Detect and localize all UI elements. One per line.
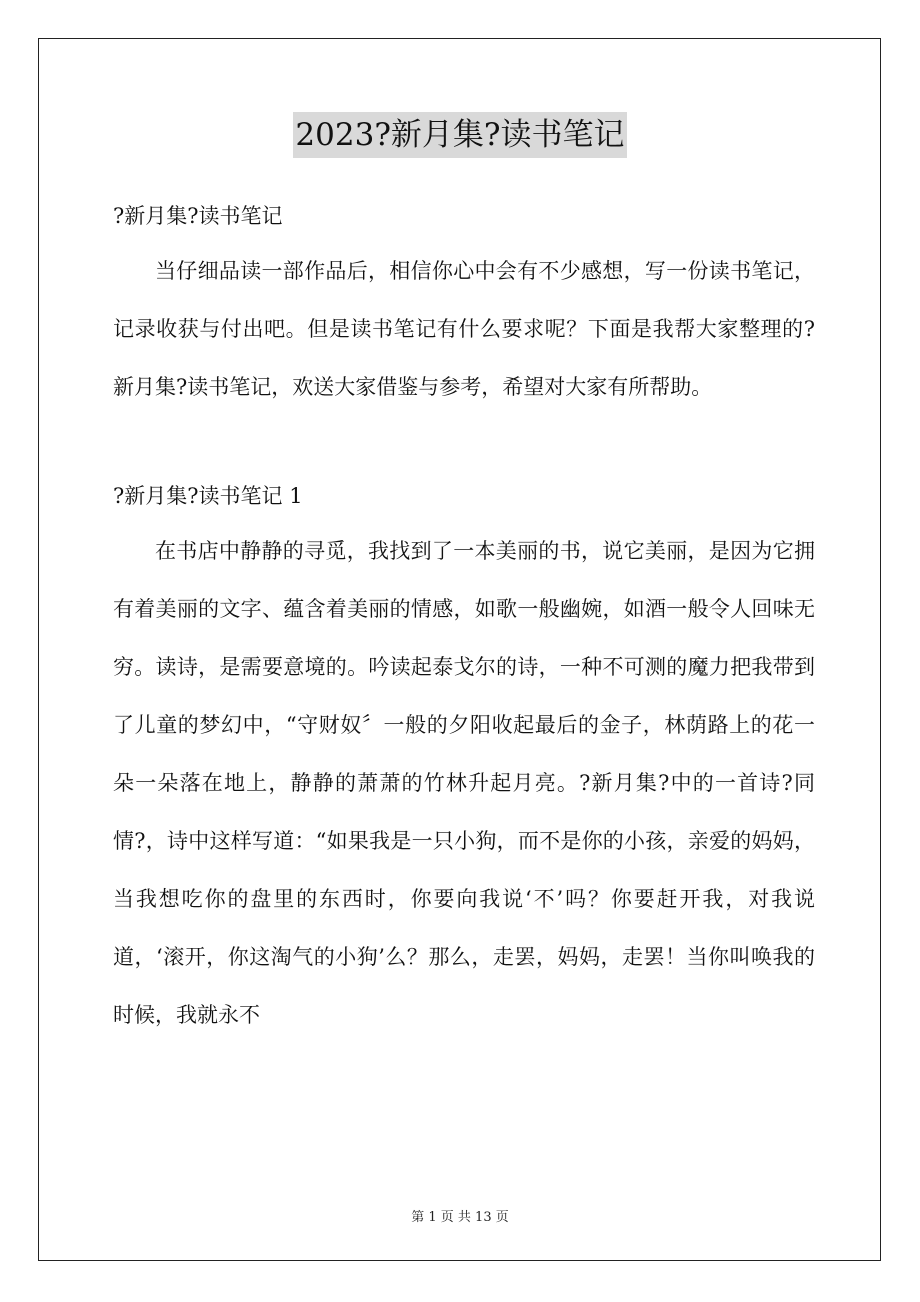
document-title: 2023?新月集?读书笔记 bbox=[293, 112, 626, 158]
page-footer: 第 1 页 共 13 页 bbox=[411, 1210, 509, 1225]
intro-paragraph: 当仔细品读一部作品后，相信你心中会有不少感想，写一份读书笔记，记录收获与付出吧。但是读书笔记有什么要求呢？下面是我帮大家整理的?新月集?读书笔记，欢送大家借鉴与参考，希望对大家有所帮助。 bbox=[113, 259, 815, 399]
section-paragraph: 在书店中静静的寻觅，我找到了一本美丽的书，说它美丽，是因为它拥有着美丽的文字、蕴含着美丽的情感，如歌一般幽婉，如酒一般令人回味无穷。读诗，是需要意境的。吟读起泰戈尔的诗，一种不可测的魔力把我带到了儿童的梦幻中，“守财奴〞一般的夕阳收起最后的金子，林荫路上的花一朵一朵落在地上，静静的萧萧的竹林升起月亮。?新月集?中的一首诗?同情?，诗中这样写道：“如果我是一只小狗，而不是你的小孩，亲爱的妈妈，当我想吃你的盘里的东西时，你要向我说‘不’吗？你要赶开我，对我说道，‘滚开，你这淘气的小狗’么？那么，走罢，妈妈，走罢！当你叫唤我的时候，我就永不 bbox=[113, 539, 815, 1027]
title-container bbox=[0, 112, 920, 158]
document-body bbox=[113, 190, 815, 1044]
section-heading: ?新月集?读书笔记 1 bbox=[113, 484, 303, 508]
document-subtitle: ?新月集?读书笔记 bbox=[113, 204, 283, 228]
section-spacer bbox=[113, 416, 815, 470]
